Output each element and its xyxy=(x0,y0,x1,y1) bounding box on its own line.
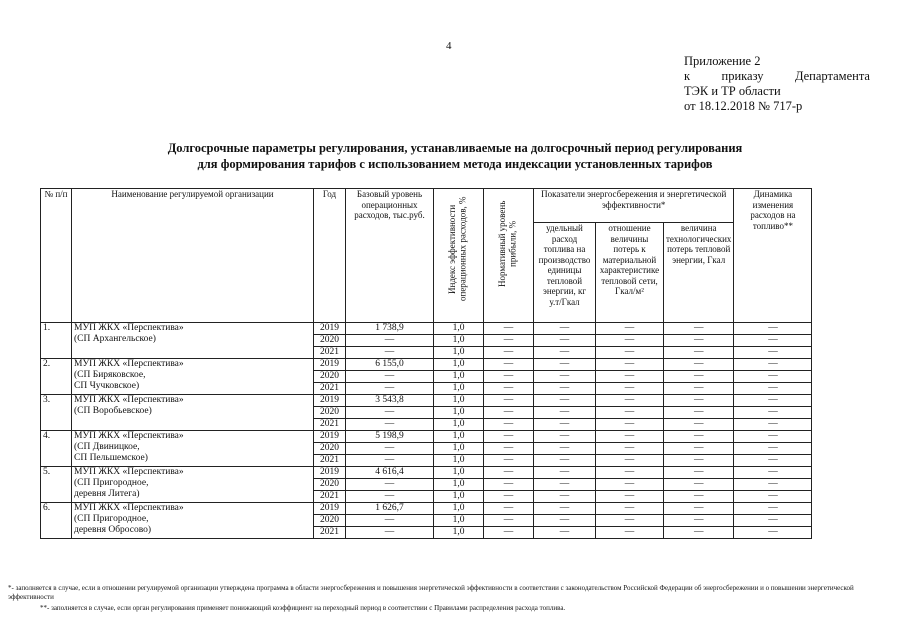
row-base: 3 543,8 xyxy=(346,395,434,407)
row-loss-ratio: — xyxy=(596,443,664,455)
row-base: 4 616,4 xyxy=(346,467,434,479)
appendix-word: к xyxy=(684,69,691,83)
row-year: 2021 xyxy=(314,455,346,467)
row-loss-ratio: — xyxy=(596,491,664,503)
row-year: 2020 xyxy=(314,479,346,491)
row-index: 1,0 xyxy=(434,527,484,539)
row-fuel: — xyxy=(534,431,596,443)
row-profit: — xyxy=(484,515,534,527)
org-line: (СП Пригородное, xyxy=(74,514,149,524)
row-base: 6 155,0 xyxy=(346,359,434,371)
row-index: 1,0 xyxy=(434,347,484,359)
row-index: 1,0 xyxy=(434,383,484,395)
row-num: 3. xyxy=(41,395,72,431)
header-profit-text: Нормативный уровень прибыли, % xyxy=(496,200,517,288)
row-dynamics: — xyxy=(734,503,812,515)
row-tech-loss: — xyxy=(664,407,734,419)
row-index: 1,0 xyxy=(434,371,484,383)
row-fuel: — xyxy=(534,503,596,515)
row-year: 2019 xyxy=(314,503,346,515)
row-loss-ratio: — xyxy=(596,527,664,539)
row-year: 2019 xyxy=(314,431,346,443)
appendix-word: приказу xyxy=(721,69,764,83)
row-index: 1,0 xyxy=(434,443,484,455)
row-index: 1,0 xyxy=(434,335,484,347)
row-profit: — xyxy=(484,395,534,407)
header-sub-tech-loss: величина технологических потерь тепловой энергии, Гкал xyxy=(664,223,734,323)
row-year: 2020 xyxy=(314,335,346,347)
row-profit: — xyxy=(484,491,534,503)
table-row xyxy=(41,395,812,407)
row-dynamics: — xyxy=(734,335,812,347)
row-fuel: — xyxy=(534,443,596,455)
row-dynamics: — xyxy=(734,455,812,467)
row-dynamics: — xyxy=(734,443,812,455)
row-base: — xyxy=(346,491,434,503)
appendix-line-4: от 18.12.2018 № 717-р xyxy=(684,99,803,113)
row-base: — xyxy=(346,371,434,383)
row-loss-ratio: — xyxy=(596,431,664,443)
row-profit: — xyxy=(484,479,534,491)
row-profit: — xyxy=(484,335,534,347)
row-fuel: — xyxy=(534,323,596,335)
row-year: 2021 xyxy=(314,347,346,359)
row-loss-ratio: — xyxy=(596,395,664,407)
org-line: МУП ЖКХ «Перспектива» xyxy=(74,467,184,477)
row-index: 1,0 xyxy=(434,491,484,503)
header-sub-fuel: удельный расход топлива на производство единицы тепловой энергии, кг у.т/Гкал xyxy=(534,223,596,323)
row-fuel: — xyxy=(534,383,596,395)
row-loss-ratio: — xyxy=(596,347,664,359)
row-tech-loss: — xyxy=(664,431,734,443)
row-loss-ratio: — xyxy=(596,479,664,491)
row-year: 2020 xyxy=(314,443,346,455)
appendix-block xyxy=(684,54,870,114)
row-dynamics: — xyxy=(734,419,812,431)
row-profit: — xyxy=(484,467,534,479)
row-tech-loss: — xyxy=(664,395,734,407)
header-profit xyxy=(484,189,534,323)
org-line: СП Пельшемское) xyxy=(74,453,148,463)
row-fuel: — xyxy=(534,467,596,479)
row-org xyxy=(72,503,314,539)
row-tech-loss: — xyxy=(664,455,734,467)
row-dynamics: — xyxy=(734,431,812,443)
row-tech-loss: — xyxy=(664,491,734,503)
row-loss-ratio: — xyxy=(596,335,664,347)
row-tech-loss: — xyxy=(664,479,734,491)
row-dynamics: — xyxy=(734,323,812,335)
row-tech-loss: — xyxy=(664,467,734,479)
header-dynamics: Динамика изменения расходов на топливо** xyxy=(734,189,812,323)
row-year: 2019 xyxy=(314,359,346,371)
row-fuel: — xyxy=(534,455,596,467)
row-fuel: — xyxy=(534,419,596,431)
row-index: 1,0 xyxy=(434,515,484,527)
row-index: 1,0 xyxy=(434,431,484,443)
row-loss-ratio: — xyxy=(596,467,664,479)
row-loss-ratio: — xyxy=(596,455,664,467)
row-year: 2021 xyxy=(314,419,346,431)
row-base: — xyxy=(346,335,434,347)
row-profit: — xyxy=(484,419,534,431)
row-org xyxy=(72,467,314,503)
org-line: МУП ЖКХ «Перспектива» xyxy=(74,323,184,333)
row-num: 5. xyxy=(41,467,72,503)
row-dynamics: — xyxy=(734,527,812,539)
row-tech-loss: — xyxy=(664,443,734,455)
appendix-line-2 xyxy=(684,69,870,84)
row-profit: — xyxy=(484,431,534,443)
row-profit: — xyxy=(484,503,534,515)
row-fuel: — xyxy=(534,491,596,503)
row-loss-ratio: — xyxy=(596,515,664,527)
row-num: 1. xyxy=(41,323,72,359)
row-dynamics: — xyxy=(734,407,812,419)
row-org xyxy=(72,431,314,467)
org-line: (СП Воробьевское) xyxy=(74,406,152,416)
row-tech-loss: — xyxy=(664,347,734,359)
row-base: — xyxy=(346,479,434,491)
org-line: МУП ЖКХ «Перспектива» xyxy=(74,359,184,369)
page-number: 4 xyxy=(446,40,452,52)
row-index: 1,0 xyxy=(434,479,484,491)
header-energy-group: Показатели энергосбережения и энергетической эффективности* xyxy=(534,189,734,223)
row-index: 1,0 xyxy=(434,395,484,407)
row-profit: — xyxy=(484,527,534,539)
row-dynamics: — xyxy=(734,371,812,383)
row-loss-ratio: — xyxy=(596,383,664,395)
row-fuel: — xyxy=(534,407,596,419)
row-dynamics: — xyxy=(734,515,812,527)
row-tech-loss: — xyxy=(664,527,734,539)
row-profit: — xyxy=(484,359,534,371)
row-year: 2020 xyxy=(314,515,346,527)
row-index: 1,0 xyxy=(434,359,484,371)
row-tech-loss: — xyxy=(664,383,734,395)
row-base: — xyxy=(346,443,434,455)
row-dynamics: — xyxy=(734,479,812,491)
row-year: 2019 xyxy=(314,467,346,479)
row-dynamics: — xyxy=(734,491,812,503)
org-line: (СП Двиницкое, xyxy=(74,442,140,452)
row-num: 2. xyxy=(41,359,72,395)
row-loss-ratio: — xyxy=(596,371,664,383)
row-base: 1 626,7 xyxy=(346,503,434,515)
table-row xyxy=(41,503,812,515)
row-loss-ratio: — xyxy=(596,503,664,515)
row-base: — xyxy=(346,527,434,539)
row-tech-loss: — xyxy=(664,371,734,383)
parameters-table xyxy=(40,188,812,539)
org-line: МУП ЖКХ «Перспектива» xyxy=(74,431,184,441)
row-base: 1 738,9 xyxy=(346,323,434,335)
row-index: 1,0 xyxy=(434,419,484,431)
appendix-line-3: ТЭК и ТР области xyxy=(684,84,781,98)
row-profit: — xyxy=(484,455,534,467)
row-index: 1,0 xyxy=(434,455,484,467)
row-tech-loss: — xyxy=(664,503,734,515)
header-base: Базовый уровень операционных расходов, тыс.руб. xyxy=(346,189,434,323)
row-dynamics: — xyxy=(734,359,812,371)
org-line: (СП Архангельское) xyxy=(74,334,156,344)
row-year: 2019 xyxy=(314,395,346,407)
header-index xyxy=(434,189,484,323)
header-org: Наименование регулируемой организации xyxy=(72,189,314,323)
row-profit: — xyxy=(484,443,534,455)
row-fuel: — xyxy=(534,359,596,371)
header-sub-loss-ratio: отношение величины потерь к материальной характеристике тепловой сети, Гкал/м² xyxy=(596,223,664,323)
row-year: 2020 xyxy=(314,407,346,419)
row-index: 1,0 xyxy=(434,503,484,515)
row-fuel: — xyxy=(534,527,596,539)
row-base: — xyxy=(346,407,434,419)
row-year: 2021 xyxy=(314,383,346,395)
row-base: — xyxy=(346,419,434,431)
row-dynamics: — xyxy=(734,347,812,359)
row-loss-ratio: — xyxy=(596,407,664,419)
org-line: МУП ЖКХ «Перспектива» xyxy=(74,503,184,513)
row-year: 2019 xyxy=(314,323,346,335)
row-profit: — xyxy=(484,371,534,383)
row-tech-loss: — xyxy=(664,419,734,431)
header-year: Год xyxy=(314,189,346,323)
document-title xyxy=(60,140,850,172)
row-loss-ratio: — xyxy=(596,323,664,335)
row-tech-loss: — xyxy=(664,323,734,335)
row-base: 5 198,9 xyxy=(346,431,434,443)
row-index: 1,0 xyxy=(434,407,484,419)
row-base: — xyxy=(346,383,434,395)
row-year: 2021 xyxy=(314,491,346,503)
row-dynamics: — xyxy=(734,467,812,479)
row-num: 4. xyxy=(41,431,72,467)
row-loss-ratio: — xyxy=(596,359,664,371)
row-fuel: — xyxy=(534,335,596,347)
row-tech-loss: — xyxy=(664,359,734,371)
row-year: 2021 xyxy=(314,527,346,539)
appendix-line-1: Приложение 2 xyxy=(684,54,761,68)
row-index: 1,0 xyxy=(434,467,484,479)
row-profit: — xyxy=(484,323,534,335)
org-line: деревня Литега) xyxy=(74,489,140,499)
title-line-2: для формирования тарифов с использованием метода индексации установленных тарифов xyxy=(197,157,713,171)
row-num: 6. xyxy=(41,503,72,539)
row-profit: — xyxy=(484,407,534,419)
footnote-1: *- заполняется в случае, если в отношении регулируемой организации утверждена программа в области энергосбережения и повышения энергетической эффективности в соответствии с законодательством Российской Федерации об энергосбережении и о повышении энергетической эффективности xyxy=(8,584,854,601)
footnote-2: **- заполняется в случае, если орган регулирования применяет понижающий коэффициент на переходный период в соответствии с Правилами распределения расхода топлива. xyxy=(40,604,566,612)
row-year: 2020 xyxy=(314,371,346,383)
row-fuel: — xyxy=(534,371,596,383)
org-line: (СП Биряковское, xyxy=(74,370,146,380)
org-line: МУП ЖКХ «Перспектива» xyxy=(74,395,184,405)
row-index: 1,0 xyxy=(434,323,484,335)
org-line: деревня Обросово) xyxy=(74,525,152,535)
table-row xyxy=(41,431,812,443)
title-line-1: Долгосрочные параметры регулирования, устанавливаемые на долгосрочный период регулирования xyxy=(167,141,743,155)
row-profit: — xyxy=(484,347,534,359)
row-tech-loss: — xyxy=(664,335,734,347)
row-base: — xyxy=(346,515,434,527)
table-row xyxy=(41,323,812,335)
row-fuel: — xyxy=(534,347,596,359)
row-loss-ratio: — xyxy=(596,419,664,431)
row-profit: — xyxy=(484,383,534,395)
row-base: — xyxy=(346,347,434,359)
row-org xyxy=(72,359,314,395)
table-row xyxy=(41,467,812,479)
header-index-text: Индекс эффективности операционных расходов, % xyxy=(446,196,467,302)
row-fuel: — xyxy=(534,515,596,527)
row-org xyxy=(72,395,314,431)
row-base: — xyxy=(346,455,434,467)
header-num: № п/п xyxy=(41,189,72,323)
row-dynamics: — xyxy=(734,383,812,395)
row-org xyxy=(72,323,314,359)
appendix-word: Департамента xyxy=(794,69,870,83)
org-line: (СП Пригородное, xyxy=(74,478,149,488)
org-line: СП Чучковское) xyxy=(74,381,140,391)
table-row xyxy=(41,359,812,371)
row-fuel: — xyxy=(534,479,596,491)
row-fuel: — xyxy=(534,395,596,407)
row-dynamics: — xyxy=(734,395,812,407)
row-tech-loss: — xyxy=(664,515,734,527)
